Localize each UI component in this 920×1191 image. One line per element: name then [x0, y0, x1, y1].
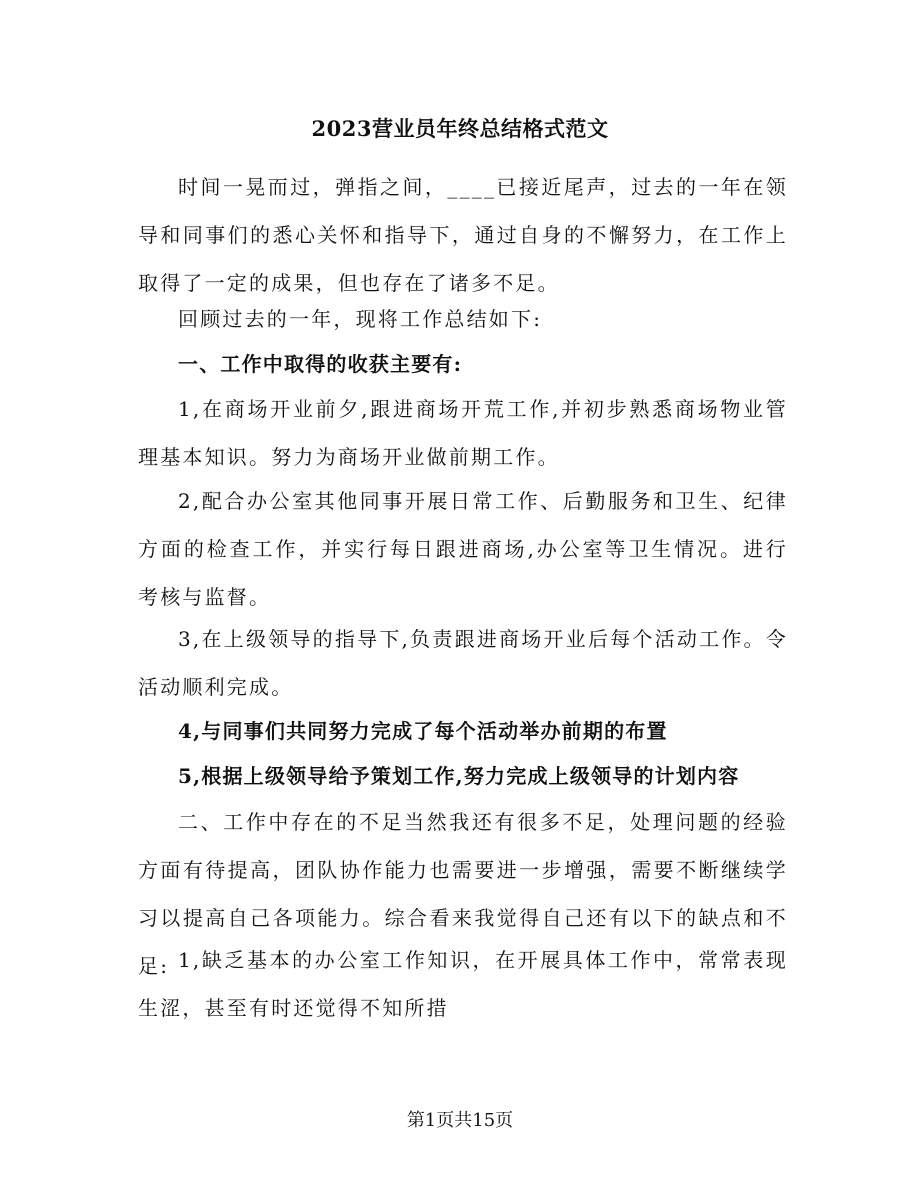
section-heading-shortcomings: 二、工作中存在的不足当然我还有很多不足，处理问题的经验方面有待提高，团队协作能力也需要进一步增强，需要不断继续学习以提高自己各项能力。综合看来我觉得自己还有以下的缺点和不足:	[138, 810, 788, 978]
list-item-5: 5,根据上级领导给予策划工作,努力完成上级领导的计划内容	[178, 764, 740, 788]
list-item-1: 1,在商场开业前夕,跟进商场开荒工作,并初步熟悉商场物业管理基本知识。努力为商场开业做前期工作。	[138, 397, 788, 469]
list-item-3: 3,在上级领导的指导下,负责跟进商场开业后每个活动工作。令活动顺利完成。	[138, 627, 788, 699]
page-number-footer: 第1页共15页	[406, 1110, 514, 1131]
list-item-4: 4,与同事们共同努力完成了每个活动举办前期的布置	[178, 719, 668, 743]
section-heading-achievements: 一、工作中取得的收获主要有:	[178, 352, 463, 376]
shortcoming-item-1: 1,缺乏基本的办公室工作知识，在开展具体工作中，常常表现生涩，甚至有时还觉得不知所措	[138, 948, 788, 1020]
review-paragraph: 回顾过去的一年，现将工作总结如下:	[178, 307, 543, 331]
list-item-2: 2,配合办公室其他同事开展日常工作、后勤服务和卫生、纪律方面的检查工作，并实行每日跟进商场,办公室等卫生情况。进行考核与监督。	[138, 489, 788, 609]
document-title: 2023营业员年终总结格式范文	[311, 116, 609, 141]
intro-paragraph: 时间一晃而过，弹指之间，____已接近尾声，过去的一年在领导和同事们的悉心关怀和指导下，通过自身的不懈努力，在工作上取得了一定的成果，但也存在了诸多不足。	[138, 175, 788, 295]
